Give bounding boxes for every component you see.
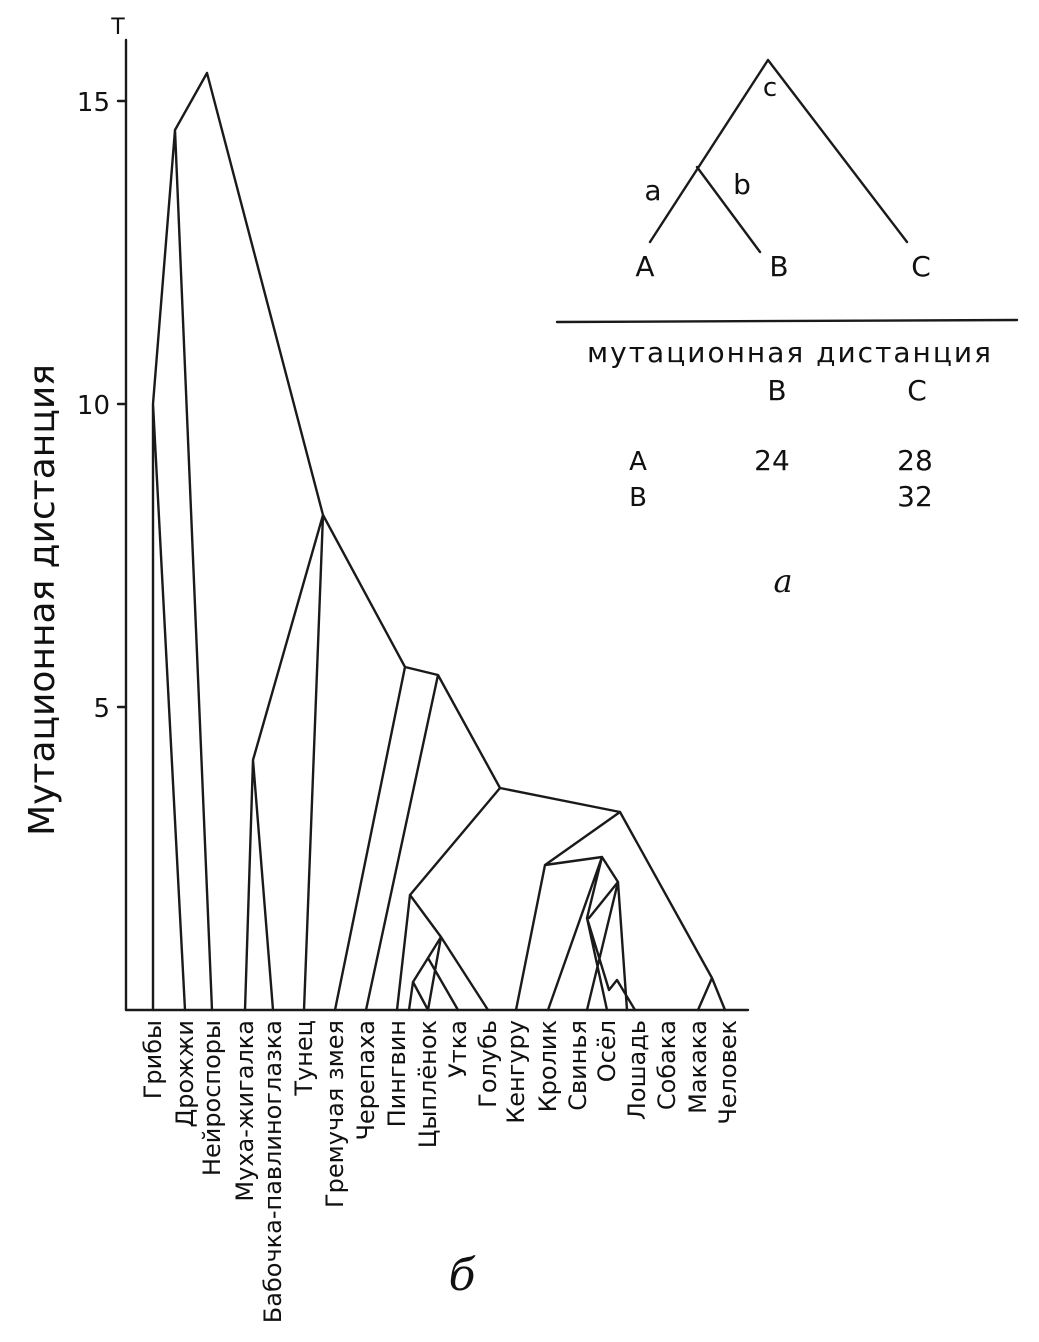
panel-b-tree [22, 0, 748, 1323]
taxon-label: Осёл [593, 1020, 621, 1083]
taxon-label: Кенгуру [502, 1020, 530, 1124]
taxon-label: Человек [714, 1020, 742, 1125]
taxon-label: Утка [444, 1020, 472, 1078]
table-row-a-label: A [629, 447, 647, 477]
table-cell-a-b: 24 [754, 444, 790, 477]
taxon-label: Грибы [139, 1020, 167, 1100]
table-col-b: B [767, 374, 787, 407]
taxon-label: Пингвин [383, 1020, 411, 1128]
taxon-label: Цыплёнок [414, 1020, 442, 1149]
y-axis-label: Мутационная дистанция [22, 364, 63, 836]
y-tick-label: 15 [76, 88, 110, 118]
table-row-b-label: B [629, 483, 647, 513]
taxa-labels [139, 1020, 742, 1323]
table-rule [557, 320, 1017, 322]
root-label: c [762, 73, 778, 103]
branch-b-label: b [733, 168, 751, 201]
leaf-b-label: B [769, 250, 789, 283]
taxon-label: Муха-жигалка [231, 1020, 259, 1202]
leaf-a-label: A [635, 250, 655, 283]
taxon-label: Гремучая змея [321, 1020, 349, 1208]
table-cell-b-c: 32 [897, 480, 933, 513]
leaf-c-label: C [911, 250, 931, 283]
y-tick-label: 10 [76, 391, 110, 421]
taxon-label: Голубь [474, 1020, 502, 1108]
taxon-label: Свинья [564, 1020, 592, 1111]
taxon-label: Кролик [534, 1020, 562, 1113]
taxon-label: Тунец [290, 1020, 318, 1096]
taxon-label: Дрожжи [171, 1020, 199, 1128]
y-axis-unit: T [111, 15, 125, 40]
taxon-label: Бабочка-павлиноглазка [259, 1020, 287, 1324]
y-axis-ticks [77, 0, 126, 724]
branch-a-label: a [644, 174, 662, 207]
taxon-label: Черепаха [352, 1020, 380, 1141]
table-cell-a-c: 28 [897, 444, 933, 477]
panel-b-letter: б [448, 1250, 476, 1301]
tree-branches [153, 73, 725, 1010]
taxon-label: Собака [653, 1020, 681, 1111]
panel-a [557, 60, 1017, 600]
panel-a-letter: a [773, 562, 793, 600]
y-tick-label: 5 [93, 694, 110, 724]
taxon-label: Нейроспоры [198, 1020, 226, 1177]
schematic-tree [650, 60, 907, 252]
table-title: мутационная дистанция [587, 336, 993, 369]
table-col-c: C [907, 374, 927, 407]
taxon-label: Макака [684, 1020, 712, 1114]
taxon-label: Лошадь [623, 1020, 651, 1121]
